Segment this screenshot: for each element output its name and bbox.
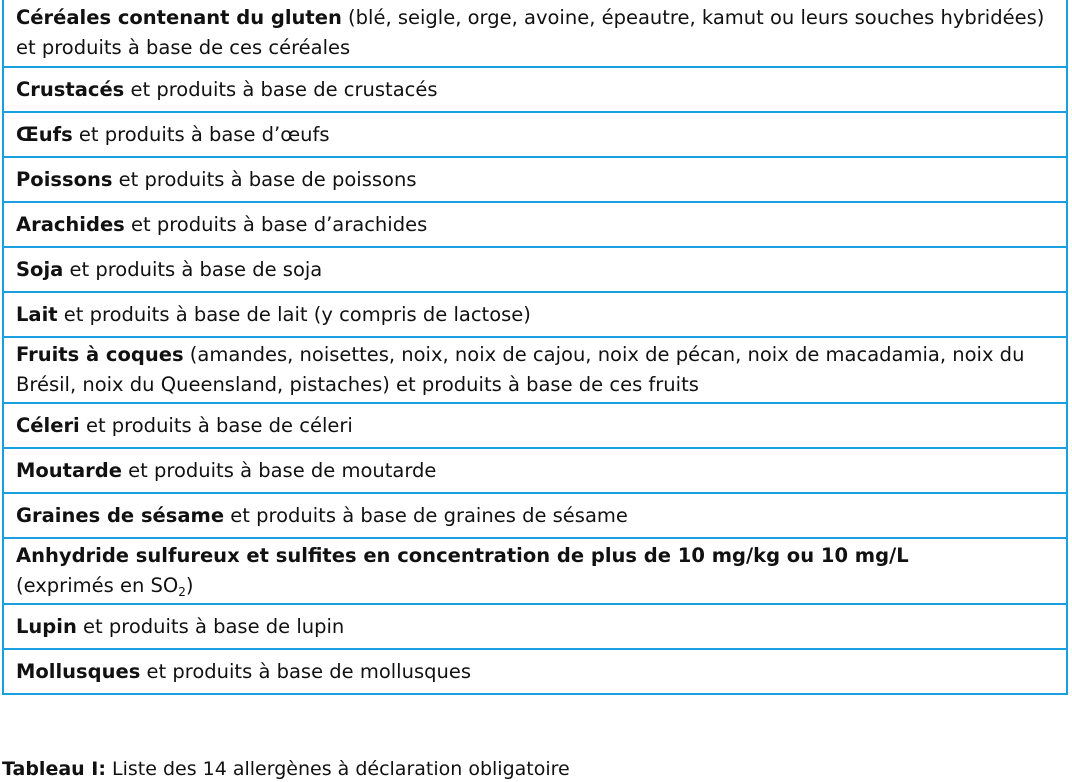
table-cell xyxy=(3,493,1067,538)
allergen-name: Mollusques xyxy=(16,659,141,683)
allergen-description: et produits à base de soja xyxy=(63,257,323,281)
table-row xyxy=(3,292,1067,337)
allergen-description: (blé, seigle, orge, avoine, épeautre, kamut ou leurs souches hybridées) et produits à base de ces céréales xyxy=(16,6,1045,59)
table-cell xyxy=(3,649,1067,694)
allergen-table xyxy=(2,0,1068,695)
allergen-description: et produits à base de lait (y compris de lactose) xyxy=(57,302,531,326)
caption-text: Liste des 14 allergènes à déclaration obligatoire xyxy=(105,758,570,780)
allergen-name: Anhydride sulfureux et sulfites en concentration de plus de 10 mg/kg ou 10 mg/L xyxy=(16,544,909,567)
allergen-name: Céréales contenant du gluten xyxy=(16,6,342,29)
table-cell xyxy=(3,0,1067,67)
allergen-name: Crustacés xyxy=(16,77,125,101)
table-cell xyxy=(3,337,1067,403)
allergen-description: et produits à base d’œufs xyxy=(72,122,330,146)
allergen-description: et produits à base de graines de sésame xyxy=(224,503,628,527)
table-row xyxy=(3,538,1067,604)
allergen-description-end: ) xyxy=(185,574,194,597)
allergen-description: et produits à base d’arachides xyxy=(124,212,428,236)
allergen-name: Céleri xyxy=(16,413,80,437)
allergen-name: Lupin xyxy=(16,614,77,638)
table-row xyxy=(3,604,1067,649)
allergen-name: Arachides xyxy=(16,212,125,236)
table-cell xyxy=(3,67,1067,112)
subscript: 2 xyxy=(178,585,186,599)
table-row xyxy=(3,247,1067,292)
table-row xyxy=(3,448,1067,493)
allergen-name: Moutarde xyxy=(16,458,122,482)
table-row xyxy=(3,157,1067,202)
allergen-name: Poissons xyxy=(16,167,113,191)
allergen-description: et produits à base de crustacés xyxy=(124,77,438,101)
allergen-description: et produits à base de moutarde xyxy=(121,458,437,482)
table-cell xyxy=(3,292,1067,337)
table-cell xyxy=(3,604,1067,649)
allergen-description: et produits à base de poissons xyxy=(112,167,417,191)
allergen-description: (exprimés en SO xyxy=(16,574,179,597)
table-row xyxy=(3,649,1067,694)
table-cell xyxy=(3,112,1067,157)
allergen-description: et produits à base de lupin xyxy=(76,614,345,638)
table-row xyxy=(3,403,1067,448)
table-cell xyxy=(3,448,1067,493)
allergen-description: et produits à base de mollusques xyxy=(140,659,472,683)
table-cell xyxy=(3,538,1067,604)
caption-label: Tableau I: xyxy=(2,758,106,780)
table-row xyxy=(3,0,1067,67)
table-row xyxy=(3,202,1067,247)
table-row xyxy=(3,493,1067,538)
table-cell xyxy=(3,157,1067,202)
allergen-name: Lait xyxy=(16,302,58,326)
table-row xyxy=(3,337,1067,403)
table-cell xyxy=(3,403,1067,448)
table-cell xyxy=(3,202,1067,247)
allergen-name: Œufs xyxy=(16,122,73,146)
allergen-description: et produits à base de céleri xyxy=(79,413,353,437)
table-cell xyxy=(3,247,1067,292)
allergen-name: Graines de sésame xyxy=(16,503,225,527)
allergen-name: Soja xyxy=(16,257,64,281)
table-row xyxy=(3,112,1067,157)
allergen-name: Fruits à coques xyxy=(16,343,184,366)
allergen-description: (amandes, noisettes, noix, noix de cajou, noix de pécan, noix de macadamia, noix du Brésil, noix du Queensland, pistaches) et produits à base de ces fruits xyxy=(16,343,1025,396)
table-row xyxy=(3,67,1067,112)
table-caption xyxy=(2,756,570,782)
